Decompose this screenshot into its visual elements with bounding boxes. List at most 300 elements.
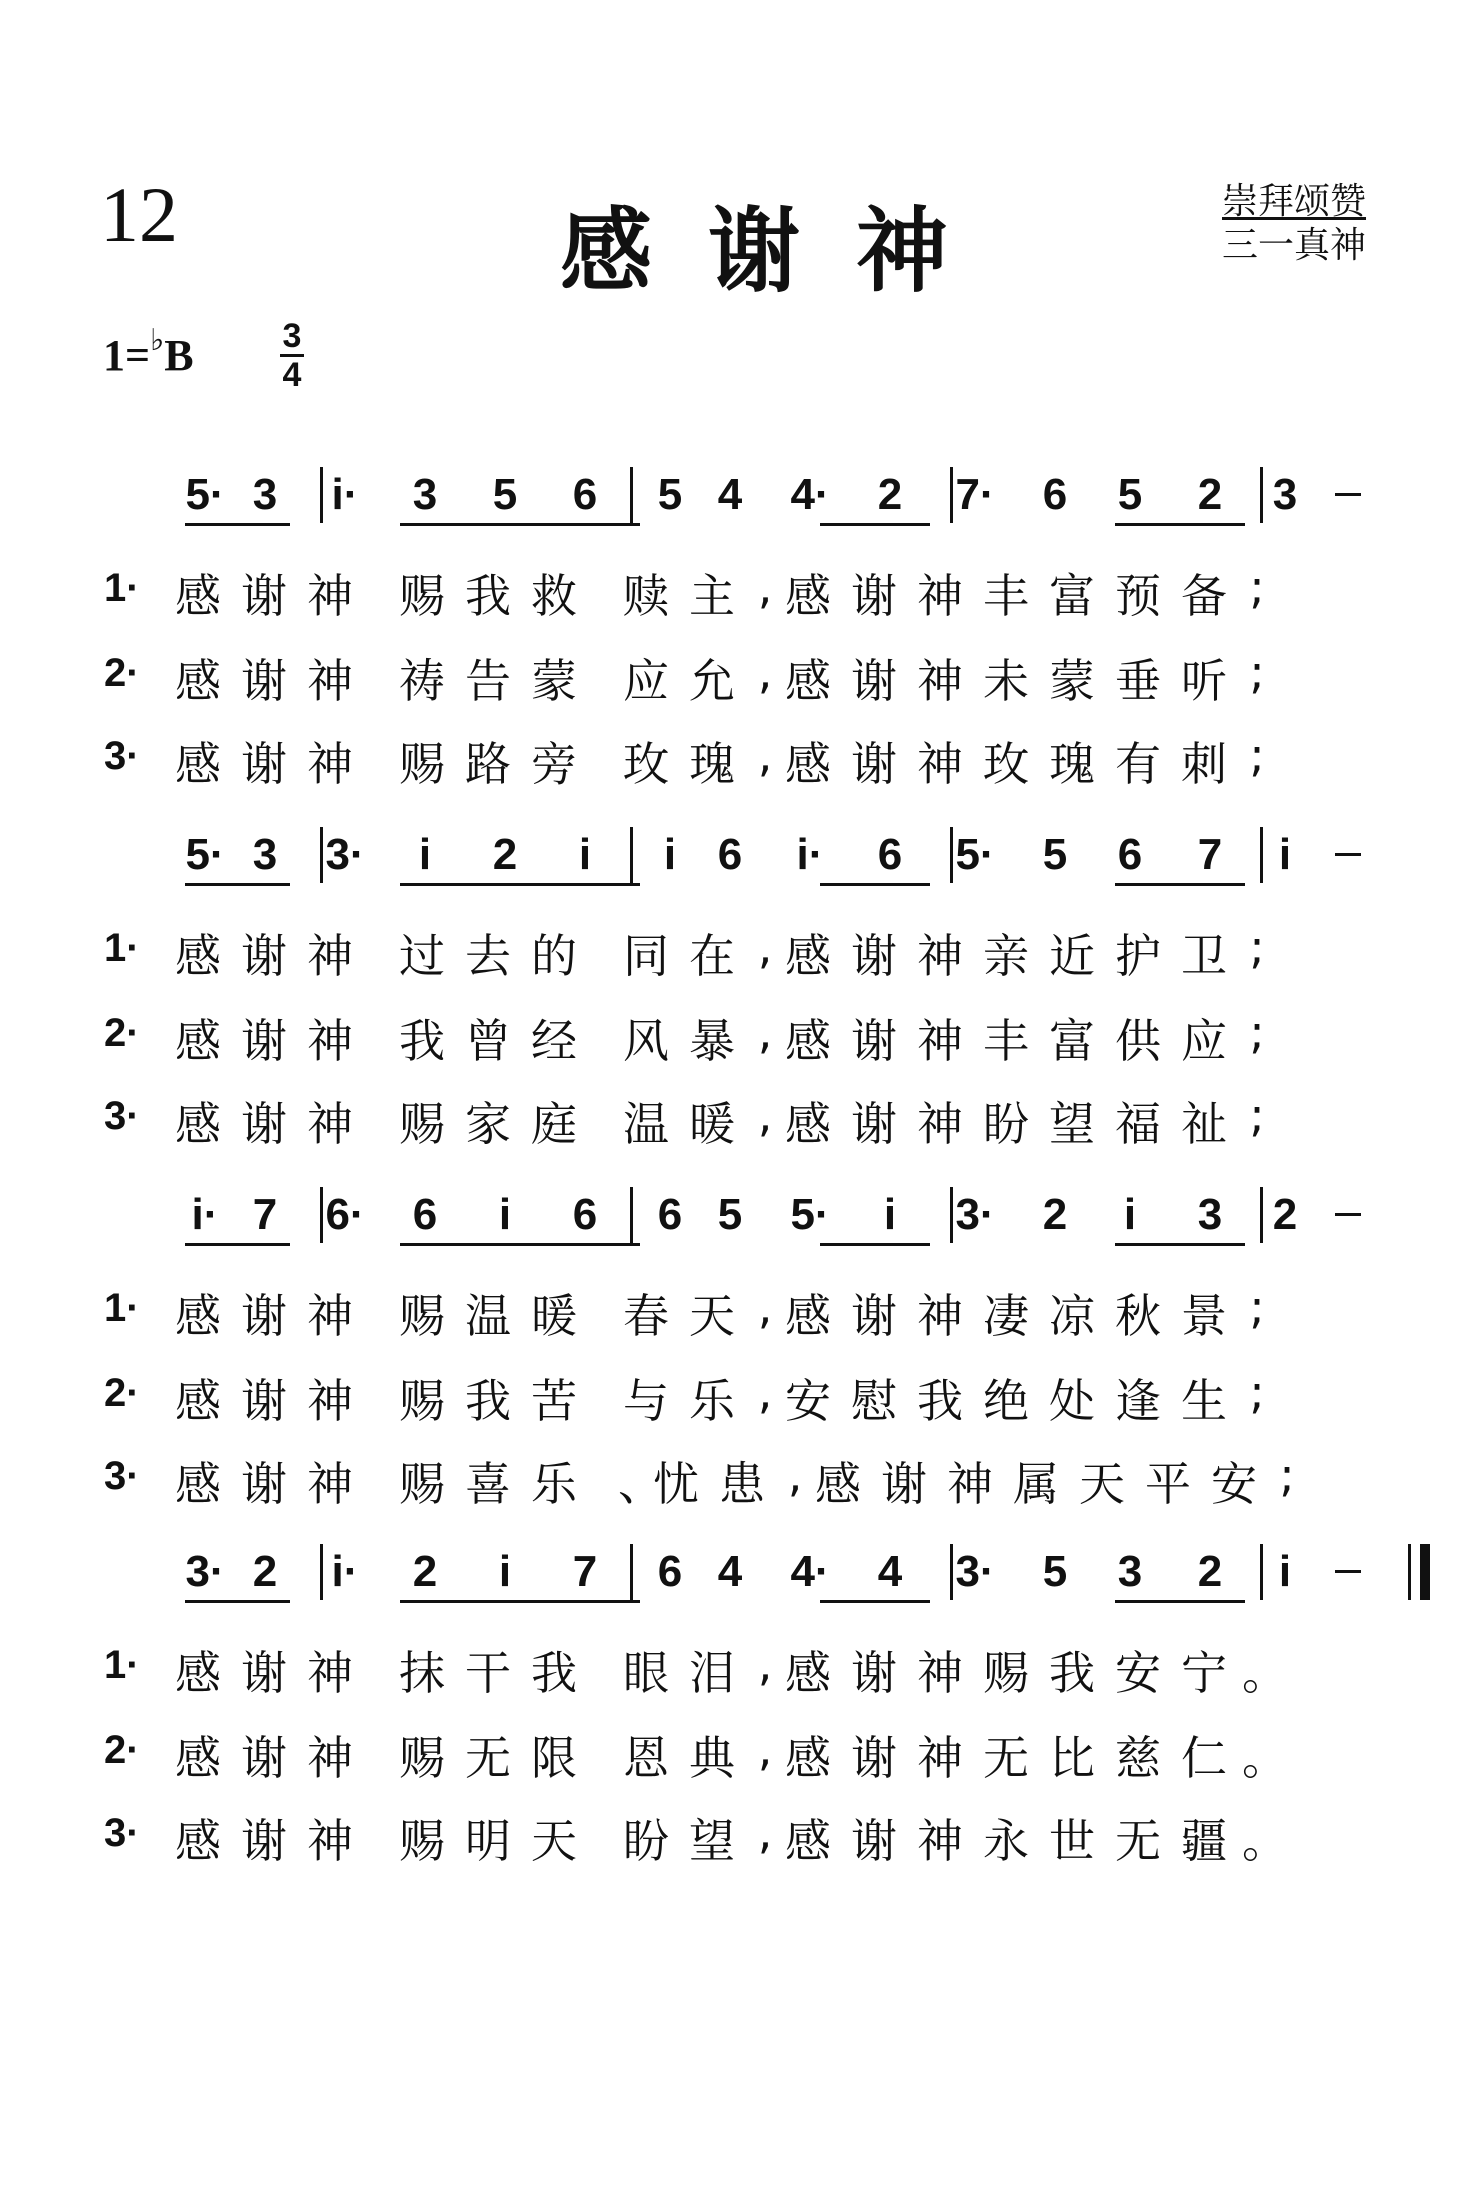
lyric-char: 谢 (851, 1097, 897, 1151)
lyric-char: 谢 (241, 654, 287, 708)
lyric-char: 的 (531, 929, 577, 983)
lyric-line (0, 560, 1476, 623)
lyric-char: 丰 (983, 1014, 1029, 1068)
lyric-char: 我 (1049, 1646, 1095, 1700)
note: 5 (1042, 830, 1068, 879)
lyric-char: 平 (1145, 1457, 1191, 1511)
lyric-char: 绝 (983, 1374, 1029, 1428)
note: 5 (717, 1190, 743, 1239)
note: 6 (412, 1190, 438, 1239)
lyric-char: 感 (175, 569, 221, 623)
lyric-char: 主 (689, 569, 735, 623)
lyric-char: 谢 (851, 1646, 897, 1700)
lyric-char: 暖 (531, 1289, 577, 1343)
lyric-char: 玫 (623, 737, 669, 791)
beam-line (185, 883, 290, 886)
lyric-char: 天 (1079, 1457, 1125, 1511)
lyric-char: 未 (983, 654, 1029, 708)
note: 3 (1117, 1547, 1143, 1596)
note: 2 (412, 1547, 438, 1596)
lyric-char: 安 (785, 1374, 831, 1428)
category-block (1222, 180, 1366, 268)
beam-line (1115, 883, 1245, 886)
lyric-char: 暖 (689, 1097, 735, 1151)
lyric-char: ; (1279, 1448, 1295, 1502)
note: 5 (1117, 470, 1143, 519)
lyric-char: , (757, 1637, 773, 1691)
lyric-char: 谢 (851, 737, 897, 791)
lyric-char: 富 (1049, 1014, 1095, 1068)
lyric-char: 玫 (983, 737, 1029, 791)
lyric-char: , (757, 1365, 773, 1419)
lyric-char: 亲 (983, 929, 1029, 983)
note: 6 (572, 1190, 598, 1239)
lyric-char: 赐 (399, 1374, 445, 1428)
note: 6 (657, 1547, 683, 1596)
lyric-line (0, 1005, 1476, 1068)
lyric-char: 蒙 (1049, 654, 1095, 708)
note: 6 (1117, 830, 1143, 879)
lyric-char: 乐 (531, 1457, 577, 1511)
lyric-char: 谢 (851, 654, 897, 708)
lyric-char: 旁 (531, 737, 577, 791)
lyric-char: 赐 (983, 1646, 1029, 1700)
note: 7· (955, 470, 995, 519)
lyric-char: 感 (175, 1457, 221, 1511)
verse-number: 1· (104, 926, 140, 970)
note: 2 (1042, 1190, 1068, 1239)
note: 6 (1042, 470, 1068, 519)
note: 3 (252, 470, 278, 519)
lyric-char: 神 (307, 737, 353, 791)
lyric-line (0, 1805, 1476, 1868)
lyric-char: ; (1249, 1365, 1265, 1419)
lyric-char: 感 (175, 737, 221, 791)
lyric-char: 盼 (623, 1814, 669, 1868)
lyric-char: 典 (689, 1731, 735, 1785)
lyric-char: 神 (917, 569, 963, 623)
lyric-char: , (757, 920, 773, 974)
lyric-char: 天 (531, 1814, 577, 1868)
note: 5 (657, 470, 683, 519)
lyric-char: 谢 (241, 737, 287, 791)
lyric-char: 神 (917, 1814, 963, 1868)
lyric-char: 神 (947, 1457, 993, 1511)
lyric-char: 神 (917, 1731, 963, 1785)
verse-number: 1· (104, 566, 140, 610)
lyric-char: , (757, 560, 773, 614)
lyric-char: 慈 (1115, 1731, 1161, 1785)
lyric-line (0, 1637, 1476, 1700)
beam-line (820, 883, 930, 886)
lyric-char: 暴 (689, 1014, 735, 1068)
lyric-char: 感 (175, 1731, 221, 1785)
note: i· (796, 830, 824, 879)
lyric-char: 瑰 (1049, 737, 1095, 791)
note: 2 (492, 830, 518, 879)
lyric-char: 感 (175, 1289, 221, 1343)
score-system (0, 1532, 1476, 1872)
lyric-char: 预 (1115, 569, 1161, 623)
beam-line (1115, 523, 1245, 526)
lyric-char: 。 (1242, 1731, 1288, 1785)
lyric-char: 凉 (1049, 1289, 1095, 1343)
note: 4 (717, 470, 743, 519)
lyric-char: 有 (1115, 737, 1161, 791)
lyric-char: 护 (1115, 929, 1161, 983)
lyric-char: 庭 (531, 1097, 577, 1151)
bar-line (630, 827, 633, 883)
lyric-char: 家 (465, 1097, 511, 1151)
lyric-char: 安 (1115, 1646, 1161, 1700)
lyric-char: 景 (1181, 1289, 1227, 1343)
lyric-char: 我 (399, 1014, 445, 1068)
lyric-char: 谢 (851, 1289, 897, 1343)
lyric-char: 谢 (241, 1457, 287, 1511)
lyric-char: 感 (785, 1814, 831, 1868)
lyric-char: 祷 (399, 654, 445, 708)
lyric-char: 泪 (689, 1646, 735, 1700)
lyric-char: 感 (785, 654, 831, 708)
note: i· (331, 470, 359, 519)
note: 5 (492, 470, 518, 519)
beam-line (400, 1243, 640, 1246)
note: 5 (1042, 1547, 1068, 1596)
lyric-char: 谢 (881, 1457, 927, 1511)
key-note: B (164, 331, 194, 380)
lyric-char: 、 (618, 1457, 664, 1511)
key-signature (103, 324, 194, 381)
note: 7 (252, 1190, 278, 1239)
lyric-char: 供 (1115, 1014, 1161, 1068)
time-signature-bottom: 4 (282, 356, 302, 394)
lyric-char: 我 (531, 1646, 577, 1700)
note: i (1278, 830, 1292, 879)
lyric-char: 疆 (1181, 1814, 1227, 1868)
note: 6 (717, 830, 743, 879)
lyric-char: 过 (399, 929, 445, 983)
lyric-char: 神 (917, 1014, 963, 1068)
key-prefix: 1= (103, 331, 151, 380)
lyric-char: 谢 (851, 1814, 897, 1868)
lyric-char: 谢 (241, 1731, 287, 1785)
verse-number: 1· (104, 1286, 140, 1330)
lyric-char: 曾 (465, 1014, 511, 1068)
note: 4 (717, 1547, 743, 1596)
lyric-char: ; (1249, 645, 1265, 699)
lyric-char: 望 (1049, 1097, 1095, 1151)
note: i (883, 1190, 897, 1239)
lyric-char: 盼 (983, 1097, 1029, 1151)
lyric-char: 风 (623, 1014, 669, 1068)
lyric-char: ; (1249, 728, 1265, 782)
lyric-char: 感 (175, 1014, 221, 1068)
lyric-char: 感 (175, 1646, 221, 1700)
lyric-char: , (787, 1448, 803, 1502)
beam-line (185, 1600, 290, 1603)
note: 5· (185, 830, 225, 879)
lyric-char: 同 (623, 929, 669, 983)
lyric-char: 无 (465, 1731, 511, 1785)
lyric-char: 春 (623, 1289, 669, 1343)
lyric-char: 卫 (1181, 929, 1227, 983)
lyric-char: 神 (307, 1646, 353, 1700)
lyric-char: 赐 (399, 569, 445, 623)
lyric-char: 经 (531, 1014, 577, 1068)
lyric-line (0, 1280, 1476, 1343)
lyric-char: 无 (983, 1731, 1029, 1785)
lyric-char: 感 (785, 1731, 831, 1785)
note: 3· (955, 1547, 995, 1596)
lyric-char: 谢 (241, 569, 287, 623)
notation-line (0, 455, 1476, 535)
lyric-char: 与 (623, 1374, 669, 1428)
category-primary: 崇拜颂赞 (1222, 181, 1367, 222)
note: i (578, 830, 592, 879)
sustain-dash (1335, 493, 1361, 496)
lyric-char: , (757, 728, 773, 782)
lyric-char: 慰 (851, 1374, 897, 1428)
note: 7 (1197, 830, 1223, 879)
lyric-char: 感 (785, 1097, 831, 1151)
note: i (663, 830, 677, 879)
lyric-char: 逢 (1115, 1374, 1161, 1428)
lyric-char: 谢 (241, 1646, 287, 1700)
lyric-char: 比 (1049, 1731, 1095, 1785)
notation-line (0, 1175, 1476, 1255)
lyric-char: 在 (689, 929, 735, 983)
note: 4 (877, 1547, 903, 1596)
note: i (1278, 1547, 1292, 1596)
lyric-char: ; (1249, 560, 1265, 614)
beam-line (1115, 1243, 1245, 1246)
lyric-char: , (757, 1805, 773, 1859)
note: 5· (955, 830, 995, 879)
lyric-char: , (757, 1088, 773, 1142)
hymn-number: 12 (100, 171, 178, 258)
lyric-char: 备 (1181, 569, 1227, 623)
lyric-char: 仁 (1181, 1731, 1227, 1785)
note: 7 (572, 1547, 598, 1596)
score-system (0, 815, 1476, 1155)
lyric-char: 丰 (983, 569, 1029, 623)
lyric-line (0, 1365, 1476, 1428)
lyric-line (0, 1088, 1476, 1151)
lyric-char: 凄 (983, 1289, 1029, 1343)
lyric-char: 允 (689, 654, 735, 708)
flat-sign: ♭ (150, 324, 165, 357)
note: 6 (572, 470, 598, 519)
verse-number: 1· (104, 1643, 140, 1687)
sustain-dash (1335, 1570, 1361, 1573)
note: 2 (877, 470, 903, 519)
lyric-char: 神 (307, 1289, 353, 1343)
lyric-line (0, 920, 1476, 983)
lyric-char: 世 (1049, 1814, 1095, 1868)
lyric-char: 赎 (623, 569, 669, 623)
lyric-char: 生 (1181, 1374, 1227, 1428)
lyric-char: 谢 (241, 1814, 287, 1868)
lyric-char: 神 (917, 1097, 963, 1151)
time-signature (276, 318, 308, 393)
lyric-char: 神 (307, 929, 353, 983)
lyric-char: 感 (175, 929, 221, 983)
category-secondary: 三一真神 (1222, 225, 1367, 266)
lyric-char: 感 (785, 569, 831, 623)
lyric-char: 谢 (851, 1014, 897, 1068)
lyric-char: 神 (307, 1457, 353, 1511)
final-bar-thin (1408, 1544, 1411, 1600)
lyric-char: 赐 (399, 1289, 445, 1343)
lyric-char: 明 (465, 1814, 511, 1868)
lyric-char: 去 (465, 929, 511, 983)
note: i (1123, 1190, 1137, 1239)
lyric-char: 赐 (399, 1814, 445, 1868)
lyric-char: 温 (465, 1289, 511, 1343)
lyric-line (0, 1448, 1476, 1511)
lyric-char: 神 (307, 569, 353, 623)
lyric-char: , (757, 1722, 773, 1776)
bar-line (630, 1544, 633, 1600)
lyric-char: 神 (307, 1731, 353, 1785)
lyric-char: 感 (175, 1097, 221, 1151)
lyric-char: 神 (917, 654, 963, 708)
final-bar-thick (1420, 1544, 1430, 1600)
lyric-char: 谢 (241, 1097, 287, 1151)
beam-line (820, 1600, 930, 1603)
lyric-char: 感 (785, 1014, 831, 1068)
sustain-dash (1335, 1213, 1361, 1216)
lyric-char: 感 (785, 1289, 831, 1343)
beam-line (820, 1243, 930, 1246)
bar-line (630, 1187, 633, 1243)
lyric-line (0, 728, 1476, 791)
verse-number: 3· (104, 734, 140, 778)
lyric-char: 感 (785, 929, 831, 983)
lyric-char: 救 (531, 569, 577, 623)
lyric-char: 听 (1181, 654, 1227, 708)
lyric-char: 赐 (399, 1731, 445, 1785)
lyric-char: 神 (307, 1097, 353, 1151)
lyric-char: 神 (307, 654, 353, 708)
note: 4· (790, 470, 830, 519)
lyric-char: 恩 (623, 1731, 669, 1785)
lyric-char: 限 (531, 1731, 577, 1785)
sustain-dash (1335, 853, 1361, 856)
lyric-char: 神 (917, 1289, 963, 1343)
lyric-char: 永 (983, 1814, 1029, 1868)
lyric-char: 谢 (241, 929, 287, 983)
note: 6 (877, 830, 903, 879)
lyric-char: 。 (1242, 1814, 1288, 1868)
notation-line (0, 1532, 1476, 1612)
lyric-char: , (757, 1005, 773, 1059)
lyric-char: , (757, 645, 773, 699)
note: 4· (790, 1547, 830, 1596)
lyric-char: 无 (1115, 1814, 1161, 1868)
note: 3 (1197, 1190, 1223, 1239)
lyric-char: 神 (307, 1374, 353, 1428)
lyric-char: 赐 (399, 1457, 445, 1511)
lyric-char: 谢 (241, 1289, 287, 1343)
note: 5· (790, 1190, 830, 1239)
lyric-char: 福 (1115, 1097, 1161, 1151)
verse-number: 2· (104, 1371, 140, 1415)
lyric-char: 告 (465, 654, 511, 708)
lyric-char: 神 (917, 929, 963, 983)
note: i (498, 1190, 512, 1239)
lyric-char: ; (1249, 1280, 1265, 1334)
note: i (498, 1547, 512, 1596)
lyric-char: 苦 (531, 1374, 577, 1428)
lyric-char: 谢 (851, 569, 897, 623)
verse-number: 3· (104, 1094, 140, 1138)
score-system (0, 455, 1476, 795)
hymn-title: 感谢神 (560, 197, 1005, 305)
lyric-char: 赐 (399, 737, 445, 791)
lyric-char: 感 (175, 1814, 221, 1868)
verse-number: 3· (104, 1811, 140, 1855)
lyric-char: 瑰 (689, 737, 735, 791)
lyric-char: 感 (785, 737, 831, 791)
note: 2 (1272, 1190, 1298, 1239)
lyric-char: 路 (465, 737, 511, 791)
note: 2 (252, 1547, 278, 1596)
lyric-char: 神 (917, 737, 963, 791)
note: 6 (657, 1190, 683, 1239)
lyric-char: 神 (917, 1646, 963, 1700)
lyric-line (0, 1722, 1476, 1785)
beam-line (400, 1600, 640, 1603)
score-system (0, 1175, 1476, 1515)
lyric-char: ; (1249, 920, 1265, 974)
note: i (418, 830, 432, 879)
beam-line (185, 523, 290, 526)
note: 5· (185, 470, 225, 519)
beam-line (185, 1243, 290, 1246)
lyric-char: 安 (1211, 1457, 1257, 1511)
note: i· (191, 1190, 219, 1239)
bar-line (630, 467, 633, 523)
lyric-char: 祉 (1181, 1097, 1227, 1151)
note: 6· (325, 1190, 365, 1239)
lyric-char: 刺 (1181, 737, 1227, 791)
beam-line (400, 523, 640, 526)
lyric-char: 宁 (1181, 1646, 1227, 1700)
verse-number: 3· (104, 1454, 140, 1498)
lyric-char: 富 (1049, 569, 1095, 623)
note: 3· (325, 830, 365, 879)
verse-number: 2· (104, 1011, 140, 1055)
lyric-char: 谢 (851, 1731, 897, 1785)
note: 3· (185, 1547, 225, 1596)
lyric-char: 患 (719, 1457, 765, 1511)
verse-number: 2· (104, 651, 140, 695)
lyric-char: 感 (175, 654, 221, 708)
lyric-char: 垂 (1115, 654, 1161, 708)
lyric-char: 处 (1049, 1374, 1095, 1428)
beam-line (820, 523, 930, 526)
lyric-char: 我 (465, 1374, 511, 1428)
lyric-char: 乐 (689, 1374, 735, 1428)
note: 3· (955, 1190, 995, 1239)
lyric-line (0, 645, 1476, 708)
lyric-char: 抹 (399, 1646, 445, 1700)
lyric-char: 感 (815, 1457, 861, 1511)
lyric-char: 谢 (241, 1374, 287, 1428)
lyric-char: 蒙 (531, 654, 577, 708)
lyric-char: 我 (465, 569, 511, 623)
